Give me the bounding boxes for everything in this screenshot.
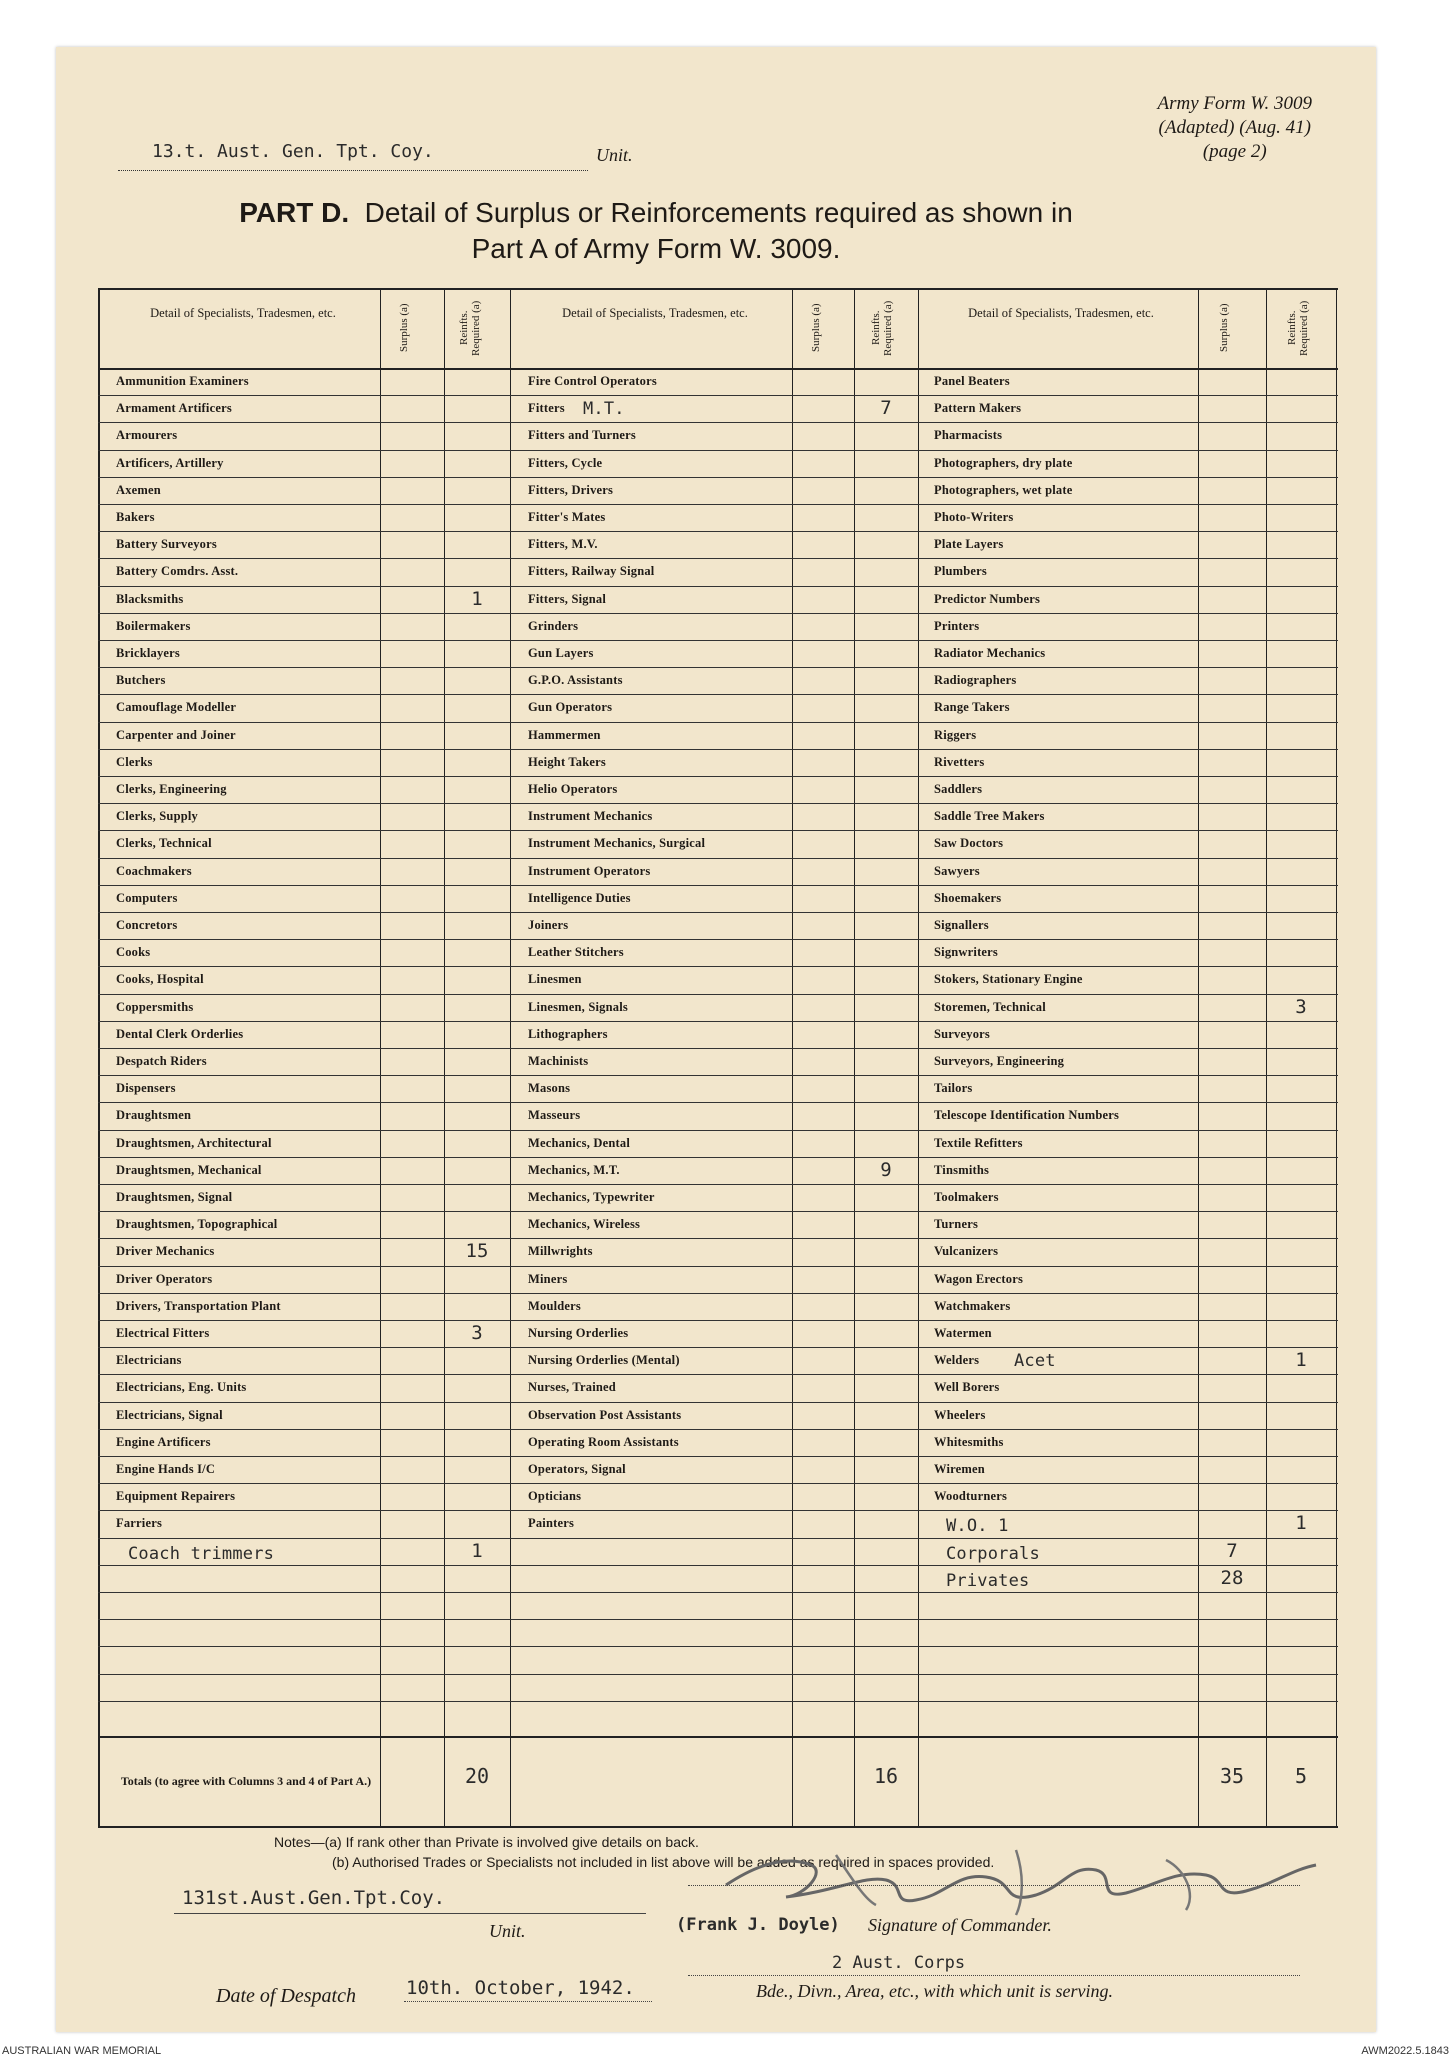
row-line bbox=[98, 1075, 1338, 1076]
row-reinf-value: 1 bbox=[1295, 1349, 1307, 1372]
header-surplus-2: Surplus (a) bbox=[810, 303, 822, 353]
row-line bbox=[98, 858, 1338, 859]
row-label: Draughtsmen, Topographical bbox=[116, 1217, 278, 1232]
form-page bbox=[56, 47, 1376, 2032]
row-label: Draughtsmen bbox=[116, 1108, 192, 1123]
row-label: Pharmacists bbox=[934, 428, 1003, 443]
row-label: Millwrights bbox=[528, 1244, 593, 1259]
row-label: Photo-Writers bbox=[934, 510, 1014, 524]
row-label: Nursing Orderlies (Mental) bbox=[528, 1353, 680, 1368]
row-label: Predictor Numbers bbox=[934, 591, 1041, 606]
row-line bbox=[98, 422, 1338, 423]
row-label: Mechanics, Dental bbox=[528, 1135, 630, 1150]
row-label: Butchers bbox=[116, 673, 166, 688]
credit-left: AUSTRALIAN WAR MEMORIAL bbox=[2, 2045, 162, 2057]
row-label: Tinsmiths bbox=[934, 1162, 990, 1177]
row-label: Fitters, Cycle bbox=[528, 455, 603, 470]
row-label: Painters bbox=[528, 1516, 575, 1531]
row-line bbox=[98, 830, 1338, 831]
row-label: Saddlers bbox=[934, 782, 983, 796]
row-label: Camouflage Modeller bbox=[116, 700, 237, 715]
row-label: Signallers bbox=[934, 918, 989, 932]
row-label: Intelligence Duties bbox=[528, 890, 631, 905]
row-label: Saddle Tree Makers bbox=[934, 809, 1045, 824]
header-reinf-3: Reinfts. Required (a) bbox=[1286, 300, 1310, 356]
row-label: Textile Refitters bbox=[934, 1135, 1023, 1150]
row-label: Wiremen bbox=[934, 1462, 985, 1476]
row-label: Battery Comdrs. Asst. bbox=[116, 564, 239, 579]
row-label: Moulders bbox=[528, 1298, 581, 1313]
row-line bbox=[98, 450, 1338, 451]
row-label: Coachmakers bbox=[116, 863, 192, 878]
row-extra-note: M.T. bbox=[583, 399, 625, 420]
header-detail-3: Detail of Specialists, Tradesmen, etc. bbox=[968, 306, 1154, 320]
row-label: Electricians bbox=[116, 1353, 182, 1368]
footer-unit-label: Unit. bbox=[489, 1921, 526, 1941]
row-label: Observation Post Assistants bbox=[528, 1407, 682, 1422]
row-label: Drivers, Transportation Plant bbox=[116, 1298, 281, 1313]
note-b: (b) Authorised Trades or Specialists not included in list above will be added as required in spaces provided. bbox=[332, 1854, 995, 1870]
row-line bbox=[98, 586, 1338, 587]
row-label: Fitters bbox=[528, 401, 565, 416]
row-line bbox=[98, 1266, 1338, 1267]
title-part: PART D. bbox=[239, 197, 350, 228]
row-line bbox=[98, 912, 1338, 913]
row-label: Turners bbox=[934, 1217, 979, 1232]
row-label: Dental Clerk Orderlies bbox=[116, 1026, 244, 1041]
row-line bbox=[98, 1619, 1338, 1620]
row-label: Signwriters bbox=[934, 945, 998, 960]
row-line bbox=[98, 1402, 1338, 1403]
row-line bbox=[98, 1211, 1338, 1212]
row-label: Plate Layers bbox=[934, 537, 1004, 552]
row-label: Mechanics, Typewriter bbox=[528, 1190, 655, 1204]
row-line bbox=[98, 885, 1338, 886]
row-label: Electricians, Eng. Units bbox=[116, 1380, 247, 1395]
row-label: Gun Layers bbox=[528, 646, 594, 660]
row-label: Engine Artificers bbox=[116, 1434, 211, 1449]
row-line bbox=[98, 558, 1338, 559]
header-reinf-1: Reinfts. Required (a) bbox=[458, 300, 482, 356]
despatch-line bbox=[404, 2001, 652, 2002]
row-label: Stokers, Stationary Engine bbox=[934, 972, 1083, 987]
row-reinf-value: 9 bbox=[880, 1158, 892, 1181]
row-line bbox=[98, 1157, 1338, 1158]
row-line bbox=[98, 939, 1338, 940]
row-label: Riggers bbox=[934, 727, 977, 742]
row-line bbox=[98, 1483, 1338, 1484]
row-line bbox=[98, 504, 1338, 505]
row-label: Plumbers bbox=[934, 564, 987, 579]
row-line bbox=[98, 1021, 1338, 1022]
row-label: Battery Surveyors bbox=[116, 537, 217, 552]
row-label: Coach trimmers bbox=[128, 1543, 275, 1564]
credit-right: AWM2022.5.1843 bbox=[1361, 2045, 1449, 2057]
row-label: Instrument Mechanics, Surgical bbox=[528, 836, 706, 851]
row-label: Wagon Erectors bbox=[934, 1271, 1024, 1286]
row-line bbox=[98, 1238, 1338, 1239]
footer-unit-line bbox=[174, 1913, 646, 1914]
note-a: Notes—(a) If rank other than Private is involved give details on back. bbox=[274, 1834, 699, 1850]
row-line bbox=[98, 1184, 1338, 1185]
row-label: Despatch Riders bbox=[116, 1054, 207, 1068]
row-label: Photographers, dry plate bbox=[934, 455, 1073, 470]
row-line bbox=[98, 640, 1338, 641]
row-label: Draughtsmen, Architectural bbox=[116, 1135, 272, 1150]
row-label: Computers bbox=[116, 890, 178, 905]
row-label: Nursing Orderlies bbox=[528, 1326, 629, 1340]
row-label: Mechanics, M.T. bbox=[528, 1162, 620, 1177]
row-label: Bricklayers bbox=[116, 646, 180, 660]
row-label: Machinists bbox=[528, 1054, 589, 1068]
row-label: Saw Doctors bbox=[934, 836, 1004, 851]
row-label: Linesmen bbox=[528, 972, 582, 987]
row-extra-note: Acet bbox=[1014, 1351, 1056, 1372]
row-label: Welders bbox=[934, 1353, 980, 1368]
row-line bbox=[98, 1565, 1338, 1566]
totals-col3-reinf: 5 bbox=[1294, 1764, 1308, 1788]
row-line bbox=[98, 531, 1338, 532]
specialists-table bbox=[98, 288, 1338, 1826]
totals-col3-surplus: 35 bbox=[1219, 1764, 1245, 1788]
row-line bbox=[98, 1293, 1338, 1294]
unit-value: 13.t. Aust. Gen. Tpt. Coy. bbox=[152, 141, 434, 162]
row-label: Watermen bbox=[934, 1326, 992, 1340]
row-label: Equipment Repairers bbox=[116, 1489, 236, 1504]
row-reinf-value: 7 bbox=[880, 397, 892, 420]
form-ref-line-1: Army Form W. 3009 bbox=[1157, 93, 1312, 114]
row-reinf-value: 1 bbox=[471, 1539, 483, 1562]
row-label: Bakers bbox=[116, 510, 155, 524]
row-label: Fire Control Operators bbox=[528, 374, 657, 388]
header-detail-2: Detail of Specialists, Tradesmen, etc. bbox=[562, 306, 748, 320]
formation-value: 2 Aust. Corps bbox=[832, 1953, 966, 1973]
formation-line bbox=[688, 1975, 1300, 1976]
row-label: Vulcanizers bbox=[934, 1244, 999, 1259]
row-label: Clerks, Engineering bbox=[116, 782, 227, 796]
commander-signature bbox=[716, 1825, 1336, 1925]
row-label: Sawyers bbox=[934, 863, 980, 878]
row-label: Surveyors bbox=[934, 1026, 990, 1041]
row-line bbox=[98, 803, 1338, 804]
row-line bbox=[98, 1701, 1338, 1702]
row-label: Privates bbox=[946, 1570, 1030, 1591]
row-label: Clerks, Technical bbox=[116, 836, 212, 851]
row-label: Miners bbox=[528, 1271, 568, 1286]
unit-label: Unit. bbox=[596, 145, 633, 165]
row-reinf-value: 3 bbox=[471, 1322, 483, 1344]
totals-label: Totals (to agree with Columns 3 and 4 of Part A.) bbox=[120, 1774, 372, 1788]
row-label: Opticians bbox=[528, 1489, 582, 1504]
row-label: Artificers, Artillery bbox=[116, 455, 224, 470]
row-label: Fitters, Signal bbox=[528, 591, 606, 606]
despatch-value: 10th. October, 1942. bbox=[406, 1977, 635, 1999]
row-label: Fitters, Railway Signal bbox=[528, 564, 655, 579]
row-label: Rivetters bbox=[934, 754, 985, 769]
row-label: Engine Hands I/C bbox=[116, 1462, 216, 1476]
row-label: Cooks bbox=[116, 945, 151, 960]
row-label: Electricians, Signal bbox=[116, 1407, 223, 1422]
row-line bbox=[98, 1130, 1338, 1131]
row-line bbox=[98, 776, 1338, 777]
header-detail-1: Detail of Specialists, Tradesmen, etc. bbox=[150, 306, 336, 320]
row-label: Helio Operators bbox=[528, 782, 618, 796]
row-label: Hammermen bbox=[528, 727, 601, 742]
row-label: Fitters, M.V. bbox=[528, 537, 598, 552]
row-line bbox=[98, 1674, 1338, 1675]
row-label: Blacksmiths bbox=[116, 591, 184, 606]
row-label: Armament Artificers bbox=[116, 401, 232, 416]
row-label: Height Takers bbox=[528, 754, 606, 769]
row-reinf-value: 15 bbox=[465, 1240, 489, 1263]
row-label: Pattern Makers bbox=[934, 401, 1022, 416]
row-label: Dispensers bbox=[116, 1081, 176, 1096]
row-label: Printers bbox=[934, 618, 980, 633]
row-label: Axemen bbox=[116, 482, 161, 497]
row-label: Well Borers bbox=[934, 1380, 1000, 1395]
row-line bbox=[98, 966, 1338, 967]
formation-label: Bde., Divn., Area, etc., with which unit is serving. bbox=[756, 1981, 1113, 2001]
row-label: Carpenter and Joiner bbox=[116, 727, 236, 742]
row-label: Operating Room Assistants bbox=[528, 1434, 679, 1449]
row-label: Leather Stitchers bbox=[528, 945, 624, 960]
row-line bbox=[98, 1538, 1338, 1539]
header-surplus-3: Surplus (a) bbox=[1218, 303, 1230, 353]
row-label: Electrical Fitters bbox=[116, 1326, 210, 1340]
row-reinf-value: 1 bbox=[1295, 1512, 1307, 1535]
row-label: Joiners bbox=[528, 918, 569, 932]
row-label: Tailors bbox=[934, 1081, 973, 1096]
row-label: Draughtsmen, Mechanical bbox=[116, 1162, 262, 1177]
row-label: Storemen, Technical bbox=[934, 999, 1046, 1014]
totals-col1-reinf: 20 bbox=[464, 1764, 490, 1788]
row-label: Clerks, Supply bbox=[116, 809, 198, 824]
page-title bbox=[106, 195, 1206, 267]
row-label: Lithographers bbox=[528, 1026, 608, 1041]
row-surplus-value: 28 bbox=[1220, 1566, 1244, 1589]
row-label: Photographers, wet plate bbox=[934, 482, 1073, 497]
row-label: Operators, Signal bbox=[528, 1462, 626, 1476]
row-label: Coppersmiths bbox=[116, 999, 194, 1014]
row-label: Farriers bbox=[116, 1516, 163, 1531]
row-label: G.P.O. Assistants bbox=[528, 673, 623, 688]
row-line bbox=[98, 1510, 1338, 1511]
row-line bbox=[98, 395, 1338, 396]
title-line-1: Detail of Surplus or Reinforcements required as shown in bbox=[364, 197, 1073, 228]
totals-col2-reinf: 16 bbox=[873, 1764, 899, 1788]
signature-label: Signature of Commander. bbox=[868, 1915, 1052, 1935]
row-label: Instrument Operators bbox=[528, 863, 651, 878]
row-label: Wheelers bbox=[934, 1407, 986, 1422]
row-label: Driver Operators bbox=[116, 1271, 213, 1286]
row-label: Radiator Mechanics bbox=[934, 646, 1046, 660]
row-line bbox=[98, 477, 1338, 478]
row-label: Cooks, Hospital bbox=[116, 972, 204, 987]
row-label: Mechanics, Wireless bbox=[528, 1217, 641, 1232]
row-label: Draughtsmen, Signal bbox=[116, 1190, 233, 1204]
row-line bbox=[98, 722, 1338, 723]
row-line bbox=[98, 1048, 1338, 1049]
row-label: Concretors bbox=[116, 918, 178, 932]
row-line bbox=[98, 1429, 1338, 1430]
row-label: Surveyors, Engineering bbox=[934, 1054, 1065, 1068]
row-line bbox=[98, 749, 1338, 750]
row-line bbox=[98, 1347, 1338, 1348]
form-ref-line-2: (Adapted) (Aug. 41) bbox=[1158, 117, 1311, 138]
row-line bbox=[98, 1102, 1338, 1103]
row-label: Nurses, Trained bbox=[528, 1380, 616, 1395]
header-surplus-1: Surplus (a) bbox=[398, 303, 410, 353]
form-ref-line-3: (page 2) bbox=[1202, 141, 1267, 162]
row-line bbox=[98, 1374, 1338, 1375]
row-label: Whitesmiths bbox=[934, 1434, 1004, 1449]
row-label: W.O. 1 bbox=[946, 1516, 1009, 1537]
row-line bbox=[98, 1592, 1338, 1593]
row-label: Fitters and Turners bbox=[528, 428, 636, 443]
form-reference bbox=[1158, 92, 1312, 164]
row-line bbox=[98, 1320, 1338, 1321]
row-label: Corporals bbox=[946, 1543, 1040, 1564]
commander-name: (Frank J. Doyle) bbox=[676, 1915, 840, 1935]
row-line bbox=[98, 613, 1338, 614]
row-label: Toolmakers bbox=[934, 1190, 999, 1204]
row-label: Fitter's Mates bbox=[528, 510, 606, 524]
row-label: Masseurs bbox=[528, 1108, 581, 1123]
row-label: Driver Mechanics bbox=[116, 1244, 215, 1259]
row-label: Fitters, Drivers bbox=[528, 482, 614, 497]
footer-unit-value: 131st.Aust.Gen.Tpt.Coy. bbox=[182, 1887, 446, 1909]
row-label: Instrument Mechanics bbox=[528, 809, 653, 824]
row-label: Armourers bbox=[116, 428, 178, 443]
row-line bbox=[98, 1456, 1338, 1457]
header-reinf-2: Reinfts. Required (a) bbox=[870, 300, 894, 356]
row-label: Grinders bbox=[528, 618, 579, 633]
row-label: Woodturners bbox=[934, 1489, 1008, 1504]
title-line-2: Part A of Army Form W. 3009. bbox=[471, 233, 841, 264]
row-label: Telescope Identification Numbers bbox=[934, 1108, 1120, 1123]
row-label: Watchmakers bbox=[934, 1298, 1011, 1313]
row-line bbox=[98, 694, 1338, 695]
row-label: Radiographers bbox=[934, 673, 1017, 688]
row-label: Gun Operators bbox=[528, 700, 613, 715]
row-label: Ammunition Examiners bbox=[116, 374, 249, 388]
row-surplus-value: 7 bbox=[1226, 1539, 1238, 1562]
row-reinf-value: 1 bbox=[471, 587, 483, 610]
row-label: Linesmen, Signals bbox=[528, 999, 628, 1014]
row-reinf-value: 3 bbox=[1295, 995, 1307, 1018]
row-label: Masons bbox=[528, 1081, 571, 1096]
row-line bbox=[98, 994, 1338, 995]
row-label: Boilermakers bbox=[116, 618, 191, 633]
row-line bbox=[98, 667, 1338, 668]
row-label: Shoemakers bbox=[934, 890, 1002, 905]
row-label: Clerks bbox=[116, 754, 153, 769]
despatch-label: Date of Despatch bbox=[216, 1985, 356, 2007]
row-line bbox=[98, 1646, 1338, 1647]
row-label: Panel Beaters bbox=[934, 374, 1010, 388]
signature-line bbox=[688, 1885, 1300, 1886]
row-label: Range Takers bbox=[934, 700, 1010, 715]
